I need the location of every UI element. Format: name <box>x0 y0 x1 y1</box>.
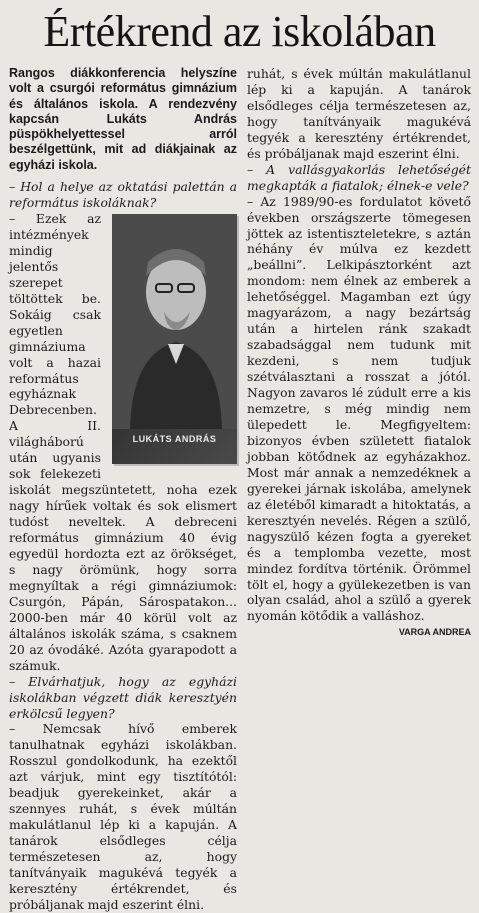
question-3: – A vallásgyakorlás lehetőségét megkapták a fiatalok; élnek-e vele? <box>247 161 471 193</box>
answer-2-part-1: – Nemcsak hívő emberek tanulhatnak egyházi iskolákban. Rosszul gondolkodunk, ha ezektől azt várjuk, mint egy tisztítótól: beadjuk gyerekeinket, akár a szennyes ruhát, s évek múltán makulátlanul lép ki a kapuján. A tanárok elsődleges célja természetesen az, hogy tanítványaik magukévá tegyék a keresztény értékrendet, és próbáljanak majd eszerint élni. <box>9 721 237 912</box>
article-title: Értékrend az iskolában <box>43 7 436 56</box>
answer-2-continued: ruhát, s évek múltán makulátlanul lép ki a kapuján. A tanárok elsődleges célja természetesen az, hogy tanítványaik magukévá tegyék a keresztény értékrendet, és próbáljanak majd eszerint élni. <box>247 66 471 161</box>
photo-caption: LUKÁTS ANDRÁS <box>132 434 217 445</box>
left-column <box>9 66 237 912</box>
author-byline: VARGA ANDREA <box>398 627 471 638</box>
answer-1: – Ezek az intézmények mindig jelentős szerepet töltöttek be. Sokáig csak egyetlen gimnáziuma volt a hazai református egyháznak Debrecenben. A II. világháború után ugyanis sok felekezeti iskolát megszüntetett, noha ezek nagy hírűek voltak és sok elismert tudóst neveltek. A debreceni református gimnázium 40 évig egyedül hordozta ezt az örökséget, s nagy örömünk, hogy sorra megnyíltak a régi gimnáziumok: Csurgón, Pápán, Sárospatakon... 2000-ben már 40 körül volt az általános iskolák száma, s csaknem 20 az óvodáké. Azóta gyarapodott a számuk. <box>9 210 237 673</box>
portrait-photo <box>112 214 237 464</box>
article-lead: Rangos diákkonferencia helyszíne volt a csurgói református gimnázium és általános iskola. A rendezvény kapcsán Lukáts András püspökhelyettessel arról beszélgettünk, mit ad diákjainak az egyházi iskola. <box>9 66 237 172</box>
right-column <box>247 66 471 641</box>
answer-3: – Az 1989/90-es fordulatot követő években országszerte tömegesen jöttek az istentiszteletekre, s aztán néhány év múlva ez kezdett „beállni”. Lelkipásztorként azt mondom: nem élnek az emberek a lehetőséggel. Magamban ezt úgy magyarázom, a nagy bezártság után a hirtelen ránk szakadt szabadsággal nem tudunk mit kezdeni, s nem tudjuk szétválasztani a rosszat a jótól. Nagyon zavaros lé zúdult erre a kis nemzetre, s még mindig nem ülepedett le. Megfigyeltem: bizonyos évben született fiatalok jobban kötődnek az egyházakhoz. Most már annak a nemzedéknek a gyerekei járnak iskolába, amelynek az életéből kimaradt a hitoktatás, a keresztyén nevelés. Régen a szülő, nagyszülő kézen fogta a gyereket és a templomba vezette, most mindez fordítva történik. Örömmel tölt el, hogy a gyülekezetben is van olyan család, ahol a szülő a gyerek nyomán kötődik a valláshoz. <box>247 193 471 624</box>
question-2: – Elvárhatjuk, hogy az egyházi iskolákban végzett diák keresztyén erkölcsű legyen? <box>9 673 237 721</box>
portrait-illustration <box>112 214 237 429</box>
portrait-photo-frame <box>107 214 237 472</box>
question-1: – Hol a helye az oktatási palettán a református iskoláknak? <box>9 179 237 211</box>
